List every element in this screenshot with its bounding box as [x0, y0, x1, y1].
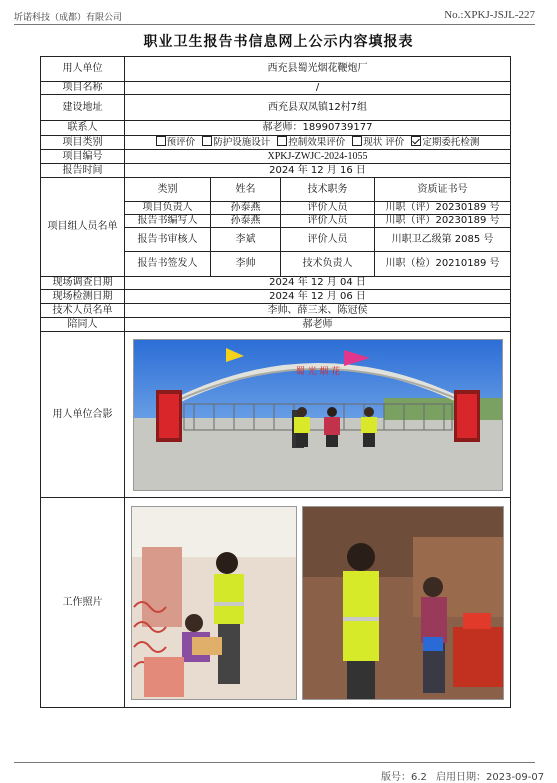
category-option-status-eval[interactable] — [352, 137, 404, 148]
option-label: 定期委托检测 — [422, 137, 480, 148]
test-date-label: 现场检测日期 — [41, 290, 125, 304]
checked-checkbox-icon[interactable] — [411, 136, 421, 146]
row-address — [41, 95, 511, 121]
team-role: 报告书编写人 — [125, 215, 211, 228]
header-divider — [14, 24, 535, 25]
team-role: 报告书签发人 — [125, 252, 211, 277]
row-project-name — [41, 82, 511, 95]
row-escort — [41, 318, 511, 332]
project-name-label: 项目名称 — [41, 82, 125, 95]
team-role: 报告书审核人 — [125, 228, 211, 252]
escort-value: 郝老师 — [125, 318, 511, 332]
group-photo-image — [134, 340, 502, 490]
work-photos-cell — [125, 498, 511, 708]
footer-divider — [14, 762, 535, 763]
escort-label: 陪同人 — [41, 318, 125, 332]
row-report-date — [41, 164, 511, 178]
option-label: 控制效果评价 — [288, 137, 346, 148]
team-header-cert: 资质证书号 — [375, 178, 511, 202]
category-label: 项目类别 — [41, 136, 125, 150]
category-option-pre-eval[interactable] — [156, 137, 196, 148]
category-options — [125, 136, 511, 150]
row-survey-date — [41, 277, 511, 290]
row-project-no — [41, 150, 511, 164]
team-label: 项目组人员名单 — [41, 178, 125, 277]
team-title: 评价人员 — [281, 202, 375, 215]
project-no-value: XPKJ-ZWJC-2024-1055 — [125, 150, 511, 164]
form-title: 职业卫生报告书信息网上公示内容填报表 — [143, 34, 414, 50]
group-photo-cell — [125, 332, 511, 498]
category-option-control-eval[interactable] — [277, 137, 345, 148]
company-name: 圻诺科技（成都）有限公司 — [14, 13, 123, 23]
effective-date: 启用日期：2023-09-07 — [436, 772, 545, 783]
employer-label: 用人单位 — [41, 57, 125, 82]
team-cert: 川职（评）20230189 号 — [375, 215, 511, 228]
row-category — [41, 136, 511, 150]
team-cert: 川职（评）20230189 号 — [375, 202, 511, 215]
document-number: No.:XPKJ-JSJL-227 — [444, 9, 535, 21]
work-photo-1-image — [132, 507, 296, 699]
checkbox-icon[interactable] — [202, 136, 212, 146]
contact-value: 郝老师：18990739177 — [125, 121, 511, 136]
row-contact — [41, 121, 511, 136]
work-photo-1 — [131, 506, 297, 700]
version-number: 版号：6.2 — [381, 772, 427, 783]
group-photo — [133, 339, 503, 491]
team-header-category: 类别 — [125, 178, 211, 202]
option-label: 预评价 — [166, 137, 196, 148]
team-name: 孙泰燕 — [211, 215, 281, 228]
work-photo-2 — [302, 506, 504, 700]
group-photo-label: 用人单位合影 — [41, 332, 125, 498]
address-value: 西充县双凤镇12村7组 — [125, 95, 511, 121]
team-name: 李帅 — [211, 252, 281, 277]
row-work-photos — [41, 498, 511, 708]
work-photo-label: 工作照片 — [41, 498, 125, 708]
team-name: 孙泰燕 — [211, 202, 281, 215]
team-header-title: 技术职务 — [281, 178, 375, 202]
project-name-value: / — [125, 82, 511, 95]
survey-date-value: 2024 年 12 月 04 日 — [125, 277, 511, 290]
team-title: 评价人员 — [281, 215, 375, 228]
test-date-value: 2024 年 12 月 06 日 — [125, 290, 511, 304]
address-label: 建设地址 — [41, 95, 125, 121]
team-role: 项目负责人 — [125, 202, 211, 215]
report-date-label: 报告时间 — [41, 164, 125, 178]
row-group-photo — [41, 332, 511, 498]
row-tech-staff — [41, 304, 511, 318]
team-title: 技术负责人 — [281, 252, 375, 277]
disclosure-form-table — [40, 56, 511, 708]
contact-label: 联系人 — [41, 121, 125, 136]
row-employer — [41, 57, 511, 82]
category-option-protection-design[interactable] — [202, 137, 270, 148]
checkbox-icon[interactable] — [352, 136, 362, 146]
team-name: 李斌 — [211, 228, 281, 252]
team-header-row — [41, 178, 511, 202]
category-option-periodic-test[interactable] — [411, 137, 479, 148]
project-no-label: 项目编号 — [41, 150, 125, 164]
option-label: 现状 评价 — [363, 137, 405, 148]
people-group — [294, 407, 377, 447]
checkbox-icon[interactable] — [156, 136, 166, 146]
gate-sign-text: 蜀 光 烟 花 — [295, 366, 340, 377]
work-photo-2-image — [303, 507, 503, 699]
option-label: 防护设施设计 — [213, 137, 271, 148]
survey-date-label: 现场调查日期 — [41, 277, 125, 290]
checkbox-icon[interactable] — [277, 136, 287, 146]
team-cert: 川职卫乙级第 2085 号 — [375, 228, 511, 252]
tech-staff-label: 技术人员名单 — [41, 304, 125, 318]
report-date-value: 2024 年 12 月 16 日 — [125, 164, 511, 178]
team-cert: 川职（检）20210189 号 — [375, 252, 511, 277]
team-title: 评价人员 — [281, 228, 375, 252]
team-header-name: 姓名 — [211, 178, 281, 202]
row-test-date — [41, 290, 511, 304]
tech-staff-value: 李帅、薛三来、陈冠侯 — [125, 304, 511, 318]
employer-value: 西充县蜀光烟花鞭炮厂 — [125, 57, 511, 82]
